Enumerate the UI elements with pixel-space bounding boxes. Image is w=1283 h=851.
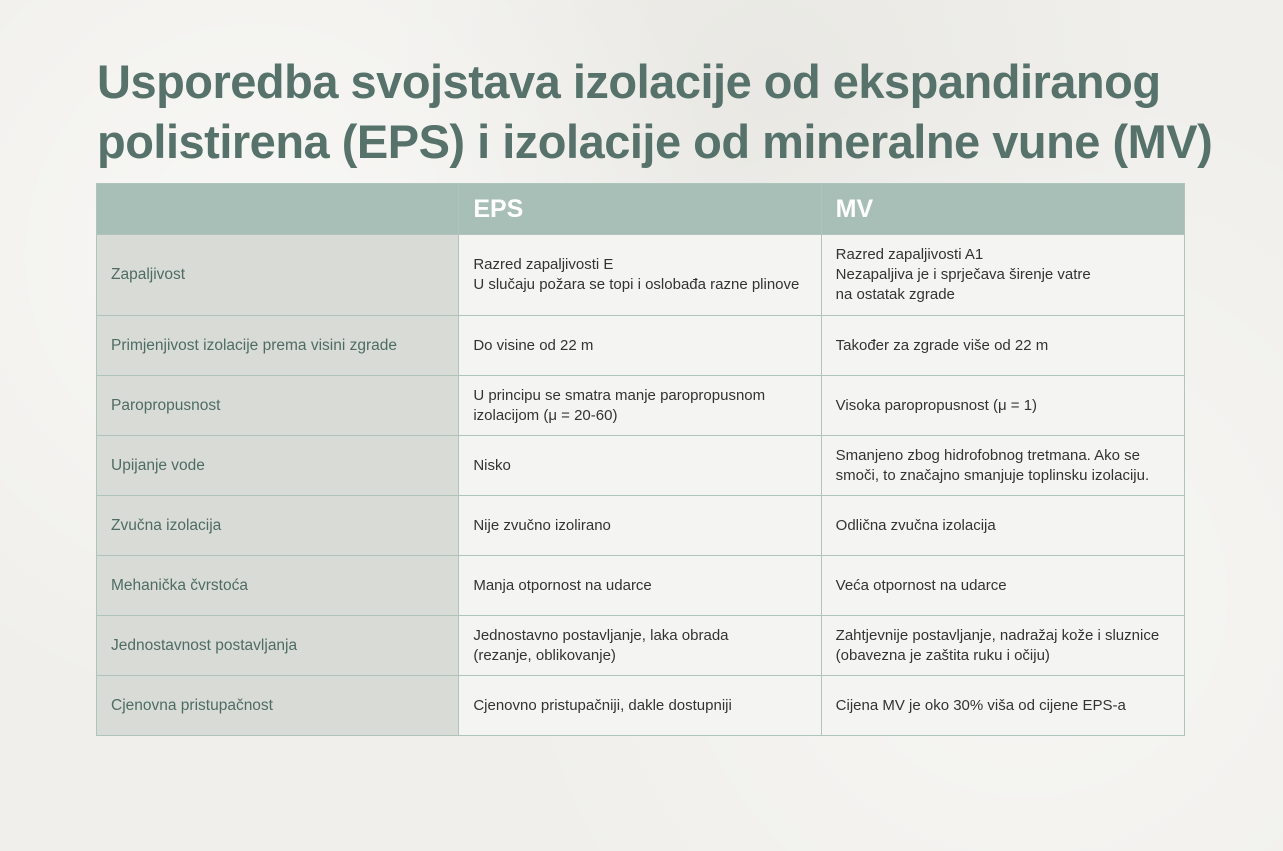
cell-text: Cjenovno pristupačniji, dakle dostupniji [473,696,732,714]
cell-text: Zahtjevnije postavljanje, nadražaj kože i sluznice [835,626,1160,644]
table-header [97,184,1185,235]
page-title-line-2: polistirena (EPS) i izolacije od mineralne vune (MV) [97,115,1213,168]
cell-text: U slučaju požara se topi i oslobađa razne plinove [473,276,800,293]
row-label: Zapaljivost [97,235,459,316]
header-cell-eps: EPS [459,184,821,235]
header-cell-empty [97,184,459,235]
cell-text: Razred zapaljivosti E [473,256,614,273]
mv-cell [821,496,1184,556]
row-label: Zvučna izolacija [97,496,459,556]
header-row [97,184,1185,235]
cell-text: Nisko [473,456,511,474]
table-row [97,616,1185,676]
cell-text: Veća otpornost na udarce [835,576,1007,594]
eps-cell [459,556,821,616]
cell-text: Nezapaljiva je i sprječava širenje vatre [835,266,1091,283]
table-row [97,556,1185,616]
cell-text: (obavezna je zaštita ruku i očiju) [835,646,1050,664]
cell-text: Jednostavno postavljanje, laka obrada [473,626,729,644]
mv-cell [821,235,1184,316]
row-label: Primjenjivost izolacije prema visini zgrade [97,316,459,376]
eps-cell [459,616,821,676]
eps-cell [459,235,821,316]
eps-cell [459,436,821,496]
table-row [97,376,1185,436]
eps-cell [459,676,821,736]
cell-text: Nije zvučno izolirano [473,516,611,534]
eps-cell [459,376,821,436]
eps-cell [459,316,821,376]
cell-text: (rezanje, oblikovanje) [473,646,616,664]
table-row [97,316,1185,376]
mv-cell [821,556,1184,616]
row-label: Paropropusnost [97,376,459,436]
table-row [97,496,1185,556]
eps-cell [459,496,821,556]
cell-text: Visoka paropropusnost (μ = 1) [835,396,1038,414]
table-row [97,436,1185,496]
mv-cell [821,676,1184,736]
cell-text: Cijena MV je oko 30% viša od cijene EPS-a [835,696,1126,714]
row-label: Cjenovna pristupačnost [97,676,459,736]
cell-text: izolacijom (μ = 20-60) [473,406,618,424]
table-row [97,235,1185,316]
cell-text: Do visine od 22 m [473,336,594,354]
cell-text: Manja otpornost na udarce [473,576,652,594]
cell-text: U principu se smatra manje paropropusnom [473,386,766,404]
mv-cell [821,616,1184,676]
mv-cell [821,376,1184,436]
cell-text: na ostatak zgrade [835,286,955,303]
mv-cell [821,316,1184,376]
row-label: Upijanje vode [97,436,459,496]
mv-cell [821,436,1184,496]
cell-text: Također za zgrade više od 22 m [835,336,1049,354]
comparison-table [96,183,1185,736]
page-title-line-1: Usporedba svojstava izolacije od ekspandiranog [97,55,1161,108]
row-label: Mehanička čvrstoća [97,556,459,616]
header-cell-mv: MV [821,184,1184,235]
cell-text: Smanjeno zbog hidrofobnog tretmana. Ako se [835,446,1141,464]
page-title [97,52,1213,172]
cell-text: Razred zapaljivosti A1 [835,246,984,263]
cell-text: smoči, to značajno smanjuje toplinsku izolaciju. [835,466,1150,484]
table-body [97,235,1185,736]
row-label: Jednostavnost postavljanja [97,616,459,676]
cell-text: Odlična zvučna izolacija [835,516,996,534]
table-row [97,676,1185,736]
